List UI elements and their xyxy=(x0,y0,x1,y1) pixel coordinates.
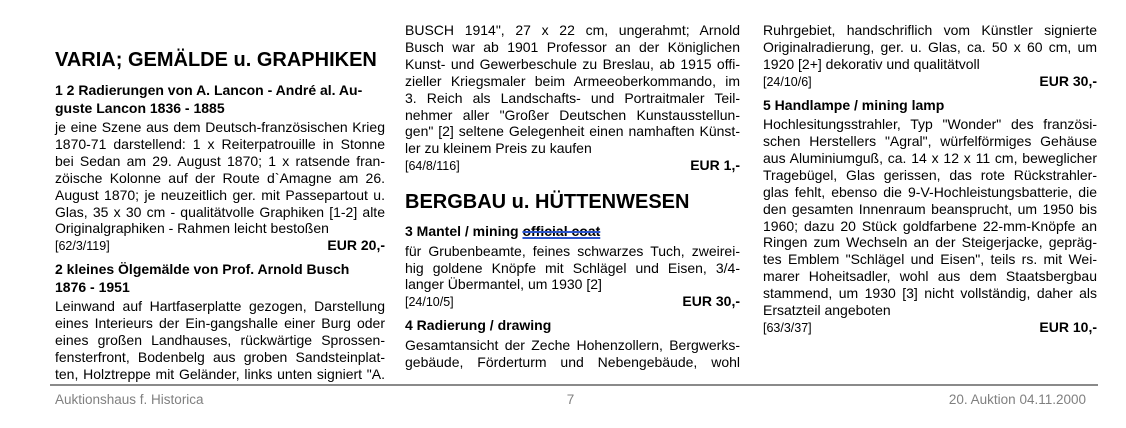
lot-description-line: stammend, um 1930 [3] nicht vollständig, daher als xyxy=(763,285,1097,302)
lot-title-line: 5 Handlampe / mining lamp xyxy=(763,96,945,113)
lot-title xyxy=(405,223,740,241)
lot-title xyxy=(55,261,385,296)
catalog-column-1 xyxy=(55,22,385,383)
lot-description-line: Originalgraphiken - Rahmen leicht bestoßen xyxy=(55,220,329,237)
price: EUR 30,- xyxy=(1039,72,1097,89)
lot-description-line: Ruhrgebiet, handschriflich vom Künstler signierte xyxy=(763,22,1097,38)
lot-description-line: eines großen Landhauses, rückwärtige Sprossen- xyxy=(55,332,385,349)
lot-description-line: nehmer aller "Großer Deutschen Kunstausstellun- xyxy=(405,106,740,123)
lot-description xyxy=(55,298,385,383)
lot-description-line: gebäude, Förderturm und Nebengebäude, wohl xyxy=(405,353,740,370)
footer-rule xyxy=(50,384,1098,386)
price: EUR 30,- xyxy=(682,293,740,310)
lot-description-line: ler zu kleinem Preis zu kaufen xyxy=(405,140,592,157)
lot-description-line: Ersatzteil angeboten xyxy=(763,302,891,319)
lot-description-line: Leinwand auf Hartfaserplatte gezogen, Darstellung xyxy=(55,298,385,315)
lot-description-line: aus Aluminiumguß, ca. 14 x 12 x 11 cm, beweglicher xyxy=(763,149,1097,166)
lot-title xyxy=(55,82,385,117)
lot-description-line: Tragebügel, Glas gerissen, das rote Rückstrahler- xyxy=(763,166,1097,183)
price: EUR 10,- xyxy=(1039,319,1097,335)
lot-description-line: gen" [2] seltene Gelegenheit einen namhaften Künst- xyxy=(405,123,740,140)
lot-description-line: eines Interieurs der Ein-gangshalle einer Burg oder xyxy=(55,315,385,332)
lot-description xyxy=(763,116,1097,319)
lot-description-line: Ringen zum Wechseln an der Steigerjacke, gepräg- xyxy=(763,234,1097,251)
lot-description xyxy=(405,22,740,157)
struck-text: official coat xyxy=(522,223,601,240)
lot-title xyxy=(405,317,740,335)
lot-description-line: 1960; dazu 20 Stück goldfarbene 22-mm-Knöpfe an xyxy=(763,217,1097,234)
lot-description-line: langer Übermantel, um 1930 [2] xyxy=(405,276,602,293)
catalog-number: [63/3/37] xyxy=(763,321,812,335)
lot-description-line: 1920 [2+] dekorativ und qualitätvoll xyxy=(763,55,980,72)
footer-auction-house: Auktionshaus f. Historica xyxy=(55,392,204,407)
lot-description-line: Kunst- und Gewerbeschule zu Breslau, ab 1915 offi- xyxy=(405,55,740,72)
lot-description xyxy=(55,119,385,237)
footer xyxy=(55,392,1086,407)
lot-description xyxy=(763,22,1097,73)
lot-title-line: guste Lancon 1836 - 1885 xyxy=(55,99,225,116)
catalog-ref-price-row xyxy=(763,319,1097,337)
lot-description xyxy=(405,243,740,294)
lot-title-line: 1876 - 1951 xyxy=(55,278,130,295)
footer-auction-date: 20. Auktion 04.11.2000 xyxy=(948,392,1087,407)
lot-description-line: hig goldene Knöpfe mit Schlägel und Eisen, 3/4- xyxy=(405,259,740,276)
lot-title-line xyxy=(405,223,740,241)
lot-description-line: den gesamten Innenraum beansprucht, um 1950 bis xyxy=(763,200,1097,217)
catalog-column-3 xyxy=(763,22,1097,383)
lot-description-line: BUSCH 1914", 27 x 22 cm, ungerahmt; Arnold xyxy=(405,22,740,38)
lot-description-line: Hochlesitungsstrahler, Typ "Wonder" des französi- xyxy=(763,116,1097,133)
lot-description-line: 3. Reich als Landschafts- und Portraitmaler Teil- xyxy=(405,89,740,106)
catalog-column-2 xyxy=(405,22,740,383)
section-heading: VARIA; GEMÄLDE u. GRAPHIKEN xyxy=(55,49,377,71)
lot-description-line: August 1870; je neuzeitlich ger. mit Passepartout u. xyxy=(55,186,385,203)
catalog-ref-price-row xyxy=(55,237,385,255)
lot-description-line: für Grubenbeamte, feines schwarzes Tuch, zweirei- xyxy=(405,242,740,259)
lot-description-line: Glas, 35 x 30 cm - qualitätvolle Graphiken [1-2] alte xyxy=(55,203,385,220)
lot-title-line: 4 Radierung / drawing xyxy=(405,317,552,334)
lot-description-line: marer Hoheitsadler, wohl aus dem Staatsbergbau xyxy=(763,268,1097,285)
price: EUR 20,- xyxy=(327,237,385,254)
lot-description-line: tes Emblem "Schlägel und Eisen", teils rs. mit Wei- xyxy=(763,251,1097,268)
catalog-number: [24/10/6] xyxy=(763,74,812,89)
section-heading: BERGBAU u. HÜTTENWESEN xyxy=(405,191,690,214)
catalog-ref-price-row xyxy=(763,73,1097,91)
lot-title xyxy=(763,97,1097,115)
lot-description-line: 1870-71 darstellend: 1 x Reiterpatrouille in Stonne xyxy=(55,135,385,152)
price: EUR 1,- xyxy=(690,157,740,174)
page-number: 7 xyxy=(566,392,575,407)
lot-description-line: ten, Holztreppe mit Geländer, links unten signiert "A. xyxy=(55,365,385,382)
catalog-number: [64/8/116] xyxy=(405,159,460,174)
lot-description-line: Busch war ab 1901 Professor an der Königlichen xyxy=(405,38,740,55)
lot-description-line: Gesamtansicht der Zeche Hohenzollern, Bergwerks- xyxy=(405,336,740,353)
lot-title-line: 2 kleines Ölgemälde von Prof. Arnold Busch xyxy=(55,261,350,278)
lot-description-line: fensterfront, Bodenbelg aus groben Sandsteinplat- xyxy=(55,348,385,365)
lot-description-line: bei Sedan am 29. August 1870; 1 x ratsende fran- xyxy=(55,152,385,169)
lot-description xyxy=(405,337,740,371)
lot-description-line: zieller Kriegsmaler beim Armeeoberkommando, im xyxy=(405,72,740,89)
lot-description-line: glas fehlt, ebenso die 9-V-Hochleistungsbatterie, die xyxy=(763,183,1097,200)
lot-title-prefix: 3 Mantel / mining xyxy=(405,223,523,240)
lot-description-line: je eine Szene aus dem Deutsch-französischen Krieg xyxy=(55,119,385,135)
lot-description-line: zöische Kolonne auf der Route d`Amagne am 26. xyxy=(55,169,385,186)
catalog-ref-price-row xyxy=(405,293,740,311)
lot-description-line: Originalradierung, ger. u. Glas, ca. 50 x 60 cm, um xyxy=(763,38,1097,55)
catalog-number: [62/3/119] xyxy=(55,239,110,254)
lot-description-line: schen Herstellers "Agral", würfelförmiges Gehäuse xyxy=(763,133,1097,150)
catalog-ref-price-row xyxy=(405,157,740,175)
catalog-number: [24/10/5] xyxy=(405,295,454,310)
lot-title-line: 1 2 Radierungen von A. Lancon - André al. Au- xyxy=(55,82,363,98)
